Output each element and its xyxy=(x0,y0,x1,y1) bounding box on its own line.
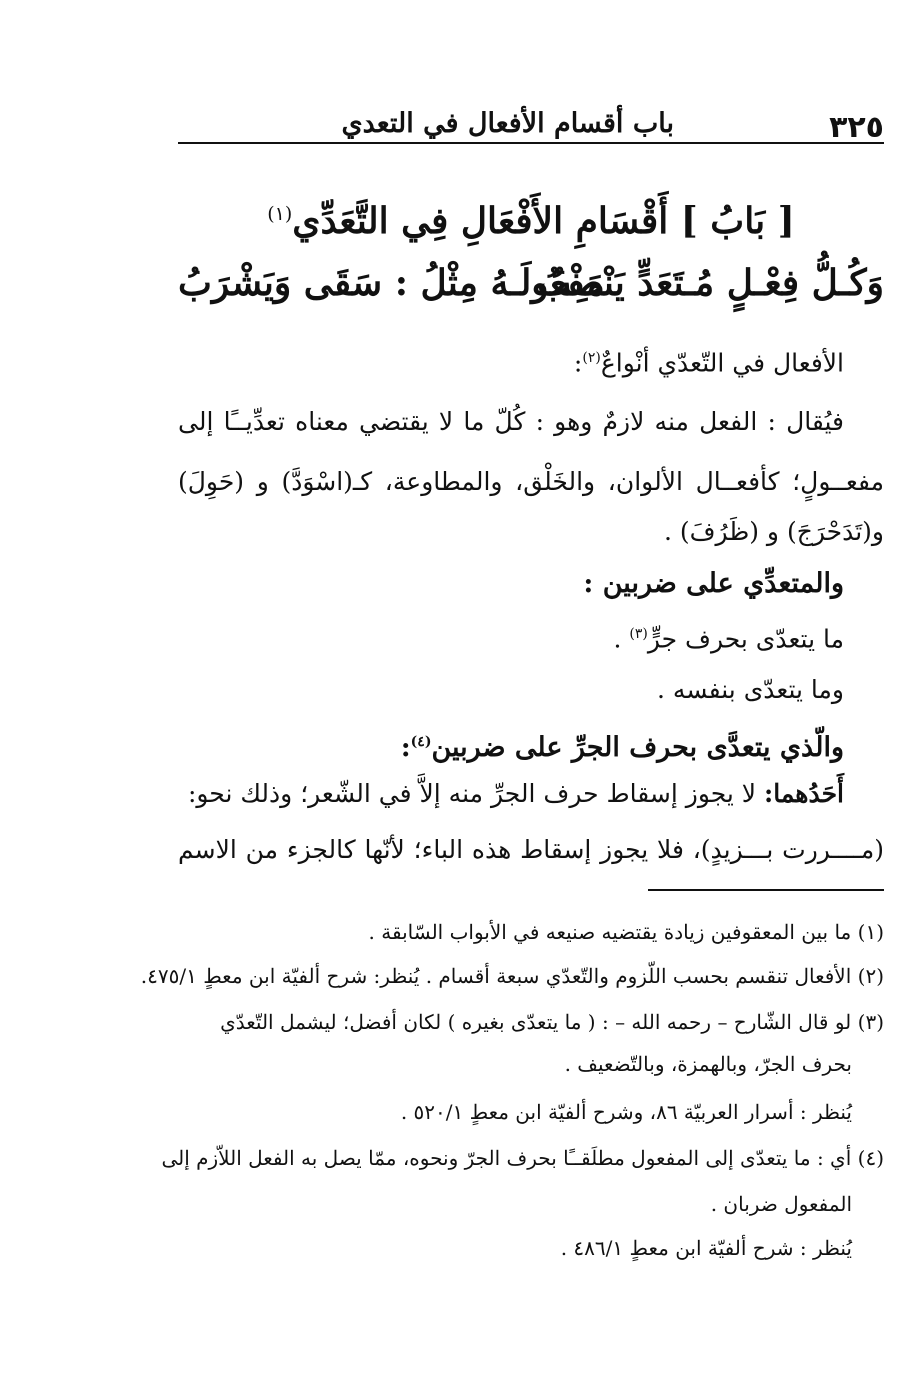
body-line-heading: والّذي يتعدَّى بحرف الجرِّ على ضربين$^{(٤)}$: xyxy=(400,732,844,763)
body-line: الأفعال في التّعدّي أنْواعٌ$^{(٢)}$: xyxy=(573,348,844,378)
footnote: (٢) الأفعال تنقسم بحسب اللّزوم والتّعدّي سبعة أقسام . يُنظر: شرح ألفيّة ابن معطٍ ٤٧٥/١. xyxy=(140,964,884,988)
body-line-heading: والمتعدِّي على ضربين : xyxy=(583,568,844,599)
body-line: أَحَدُهما: لا يجوز إسقاط حرف الجرِّ منه إلاَّ في الشّعر؛ وذلك نحو: xyxy=(187,779,844,808)
running-title: باب أقسام الأفعال في التعدي xyxy=(341,108,674,139)
verse-line xyxy=(178,262,884,332)
body-line: وما يتعدّى بنفسه . xyxy=(657,675,844,704)
footnote-continuation: يُنظر : أسرار العربيّة ٨٦، وشرح ألفيّة ابن معطٍ ٥٢٠/١ . xyxy=(400,1100,852,1124)
footnote-separator xyxy=(648,889,884,891)
footnote-continuation: بحرف الجرّ، وبالهمزة، وبالتّضعيف . xyxy=(564,1052,852,1076)
chapter-title xyxy=(178,182,884,253)
chapter-title-text: [ بَابُ ] أَقْسَامِ الأَفْعَالِ فِي التَّعَدِّي xyxy=(292,200,795,242)
footnote-mark: (٣) xyxy=(629,626,648,642)
body-line: و(تَدَحْرَجَ) و (ظَرُفَ) . xyxy=(663,517,884,546)
body-line: ما يتعدّى بحرف جرٍّ$^{(٣)}$ . xyxy=(613,624,844,654)
page-number: ٣٢٥ xyxy=(829,110,884,145)
verse-second-hemistich: مَفْعُولَـهُ مِثْلُ : سَقَى وَيَشْرَبُ xyxy=(178,262,605,304)
verse-first-hemistich: وَكُـلُّ فِعْـلٍ مُـتَعَدٍّ يَنْصِبُ xyxy=(537,262,884,304)
footnote: (١) ما بين المعقوفين زيادة يقتضيه صنيعه في الأبواب السّابقة . xyxy=(368,920,884,944)
footnote-continuation: المفعول ضربان . xyxy=(710,1192,852,1216)
body-lead-word: أَحَدُهما: xyxy=(763,779,844,808)
chapter-title-footnote-mark: (١) xyxy=(267,203,293,225)
footnote-mark: (٢) xyxy=(582,350,601,366)
body-line: (مــــررت بـــزيدٍ)، فلا يجوز إسقاط هذه الباء؛ لأنّها كالجزء من الاسم xyxy=(178,835,884,864)
page-header xyxy=(178,100,884,144)
footnote: (٤) أي : ما يتعدّى إلى المفعول مطلَقــًا بحرف الجرّ ونحوه، ممّا يصل به الفعل اللاّزم إلى xyxy=(161,1146,884,1170)
footnote-continuation: يُنظر : شرح ألفيّة ابن معطٍ ٤٨٦/١ . xyxy=(560,1236,852,1260)
body-line: فيُقال : الفعل منه لازمٌ وهو : كُلّ ما لا يقتضي معناه تعدِّيــًا إلى xyxy=(178,407,844,436)
footnote-mark: (٤) xyxy=(410,734,432,750)
body-line: مفعــولٍ؛ كأفعــال الألوان، والخَلْق، والمطاوعة، كـ(اسْوَدَّ) و (حَوِلَ) xyxy=(178,467,884,496)
footnote: (٣) لو قال الشّارح – رحمه الله – : ( ما يتعدّى بغيره ) لكان أفضل؛ ليشمل التّعدّي xyxy=(220,1010,884,1034)
